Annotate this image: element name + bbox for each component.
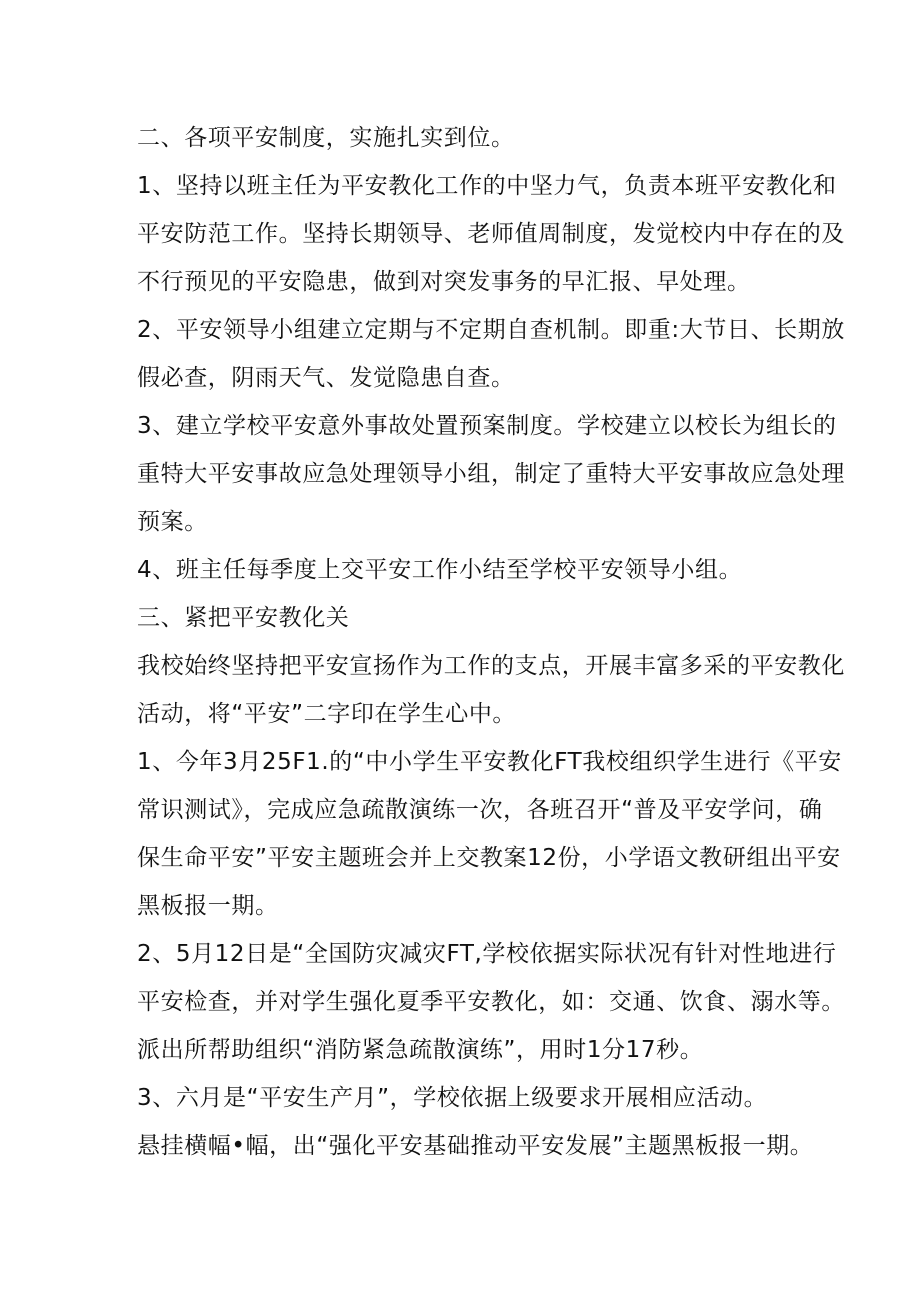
- text-line: 悬挂横幅•幅，出“强化平安基础推动平安发展”主题黑板报一期。: [137, 1133, 814, 1159]
- text-line: 1、坚持以班主任为平安教化工作的中坚力气，负责本班平安教化和: [137, 173, 837, 199]
- text-line: 保生命平安”平安主题班会并上交教案12份，小学语文教研组出平安: [137, 845, 841, 871]
- text-line: 二、各项平安制度，实施扎实到位。: [137, 125, 515, 151]
- text-line: 假必查，阴雨天气、发觉隐患自查。: [137, 365, 515, 391]
- text-line: 平安防范工作。坚持长期领导、老师值周制度，发觉校内中存在的及: [137, 221, 845, 247]
- text-line: 黑板报一期。: [137, 893, 279, 919]
- document-body: [137, 114, 845, 1170]
- text-line: 平安检查，并对学生强化夏季平安教化，如：交通、饮食、溺水等。: [137, 989, 845, 1015]
- text-line: 1、今年3月25F1.的“中小学生平安教化FT我校组织学生进行《平安: [137, 749, 842, 775]
- text-line: 2、5月12日是“全国防灾减灾FT,学校依据实际状况有针对性地进行: [137, 941, 837, 967]
- text-line: 3、建立学校平安意外事故处置预案制度。学校建立以校长为组长的: [137, 413, 837, 439]
- text-line: 重特大平安事故应急处理领导小组，制定了重特大平安事故应急处理: [137, 461, 845, 487]
- text-line: 活动，将“平安”二字印在学生心中。: [137, 701, 517, 727]
- text-line: 不行预见的平安隐患，做到对突发事务的早汇报、早处理。: [137, 269, 751, 295]
- text-line: 预案。: [137, 509, 208, 535]
- text-line: 三、紧把平安教化关: [137, 605, 350, 631]
- text-line: 派出所帮助组织“消防紧急疏散演练”，用时1分17秒。: [137, 1037, 704, 1063]
- text-line: 2、平安领导小组建立定期与不定期自查机制。即重:大节日、长期放: [137, 317, 845, 343]
- text-line: 我校始终坚持把平安宣扬作为工作的支点，开展丰富多采的平安教化: [137, 653, 845, 679]
- text-line: 3、六月是“平安生产月”，学校依据上级要求开展相应活动。: [137, 1085, 768, 1111]
- text-line: 常识测试》，完成应急疏散演练一次，各班召开“普及平安学问，确: [137, 797, 823, 823]
- text-line: 4、班主任每季度上交平安工作小结至学校平安领导小组。: [137, 557, 743, 583]
